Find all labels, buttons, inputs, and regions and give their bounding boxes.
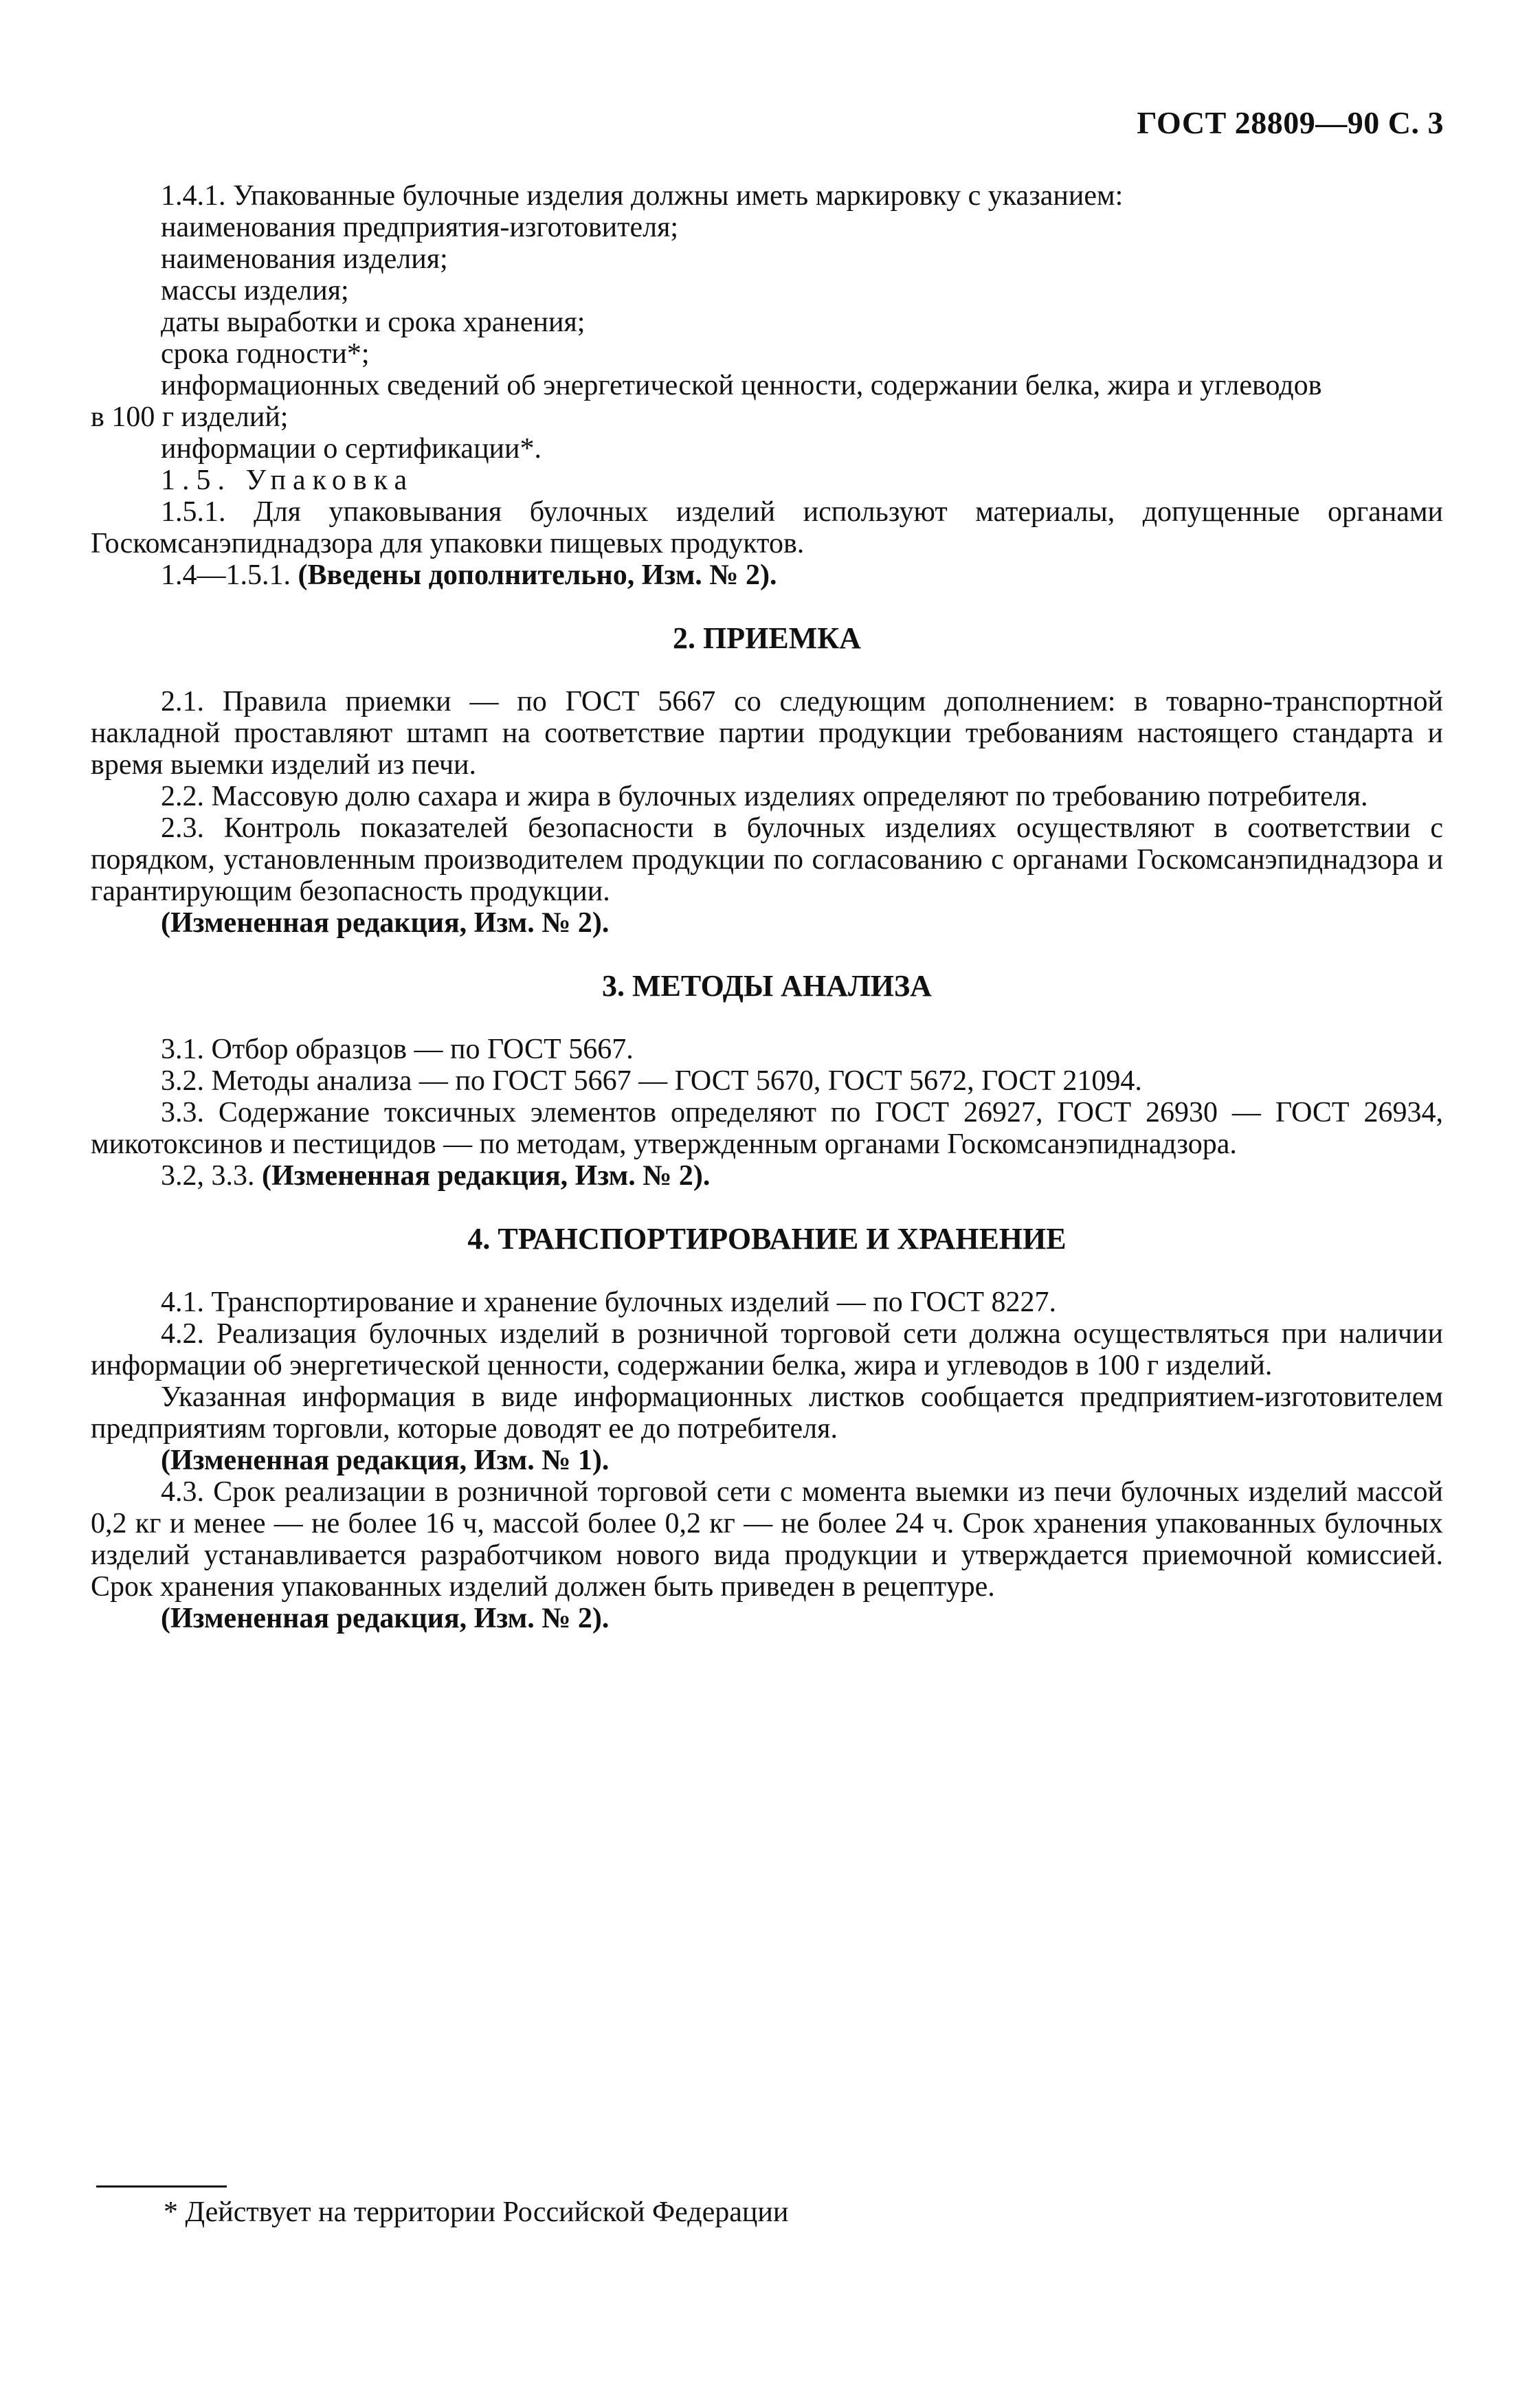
amendment-note-text: (Измененная редакция, Изм. № 2). [262, 1160, 711, 1192]
amendment-note-text: (Введены дополнительно, Изм. № 2). [298, 559, 777, 591]
clause-3-3: 3.3. Содержание токсичных элементов определяют по ГОСТ 26927, ГОСТ 26930 — ГОСТ 26934, микотоксинов и пестицидов — по методам, утвержденным органами Госкомсанэпиднадзора. [91, 1097, 1443, 1160]
footnote: * Действует на территории Российской Федерации [164, 2196, 789, 2228]
clause-2-3: 2.3. Контроль показателей безопасности в булочных изделиях осуществляют в соответствии с порядком, установленным производителем продукции по согласованию с органами Госкомсанэпиднадзора и гарантирующим безопасность продукции. [91, 812, 1443, 907]
amendment-note-ref: 1.4—1.5.1. [161, 559, 291, 591]
marking-item: наименования предприятия-изготовителя; [161, 212, 679, 243]
marking-item: даты выработки и срока хранения; [161, 307, 585, 338]
section-3-title: 3. МЕТОДЫ АНАЛИЗА [602, 969, 932, 1003]
amendment-note-ref: 3.2, 3.3. [161, 1160, 255, 1192]
footnote-divider [96, 2185, 227, 2188]
clause-2-1: 2.1. Правила приемки — по ГОСТ 5667 со следующим дополнением: в товарно-транспортной накладной проставляют штамп на соответствие партии продукции требованиям настоящего стандарта и время выемки изделий из печи. [91, 686, 1443, 781]
marking-item-info-cont: в 100 г изделий; [91, 401, 289, 433]
amendment-note-1 [91, 559, 1443, 591]
marking-item: наименования изделия; [161, 243, 448, 275]
clause-4-1: 4.1. Транспортирование и хранение булочных изделий — по ГОСТ 8227. [161, 1287, 1056, 1318]
amendment-note-5: (Измененная редакция, Изм. № 2). [161, 1603, 610, 1634]
amendment-note-4: (Измененная редакция, Изм. № 1). [161, 1445, 610, 1476]
clause-2-2: 2.2. Массовую долю сахара и жира в булочных изделиях определяют по требованию потребителя. [161, 781, 1368, 812]
marking-item-cert: информации о сертификации*. [161, 433, 542, 465]
amendment-note-2: (Измененная редакция, Изм. № 2). [161, 907, 610, 939]
section-2-title: 2. ПРИЕМКА [673, 621, 861, 655]
clause-4-2: 4.2. Реализация булочных изделий в розничной торговой сети должна осуществляться при наличии информации об энергетической ценности, содержании белка, жира и углеводов в 100 г изделий. [91, 1318, 1443, 1381]
clause-3-2: 3.2. Методы анализа — по ГОСТ 5667 — ГОСТ 5670, ГОСТ 5672, ГОСТ 21094. [161, 1065, 1142, 1097]
clause-3-1: 3.1. Отбор образцов — по ГОСТ 5667. [161, 1034, 634, 1065]
page-header: ГОСТ 28809—90 С. 3 [1137, 105, 1444, 140]
clause-4-2-info: Указанная информация в виде информационных листков сообщается предприятием-изготовителем предприятиям торговли, которые доводят ее до потребителя. [91, 1381, 1443, 1445]
document-body [91, 180, 1443, 1634]
marking-item: срока годности*; [161, 338, 370, 370]
marking-item: массы изделия; [161, 275, 349, 307]
clause-1-4-1: 1.4.1. Упакованные булочные изделия должны иметь маркировку с указанием: [161, 180, 1124, 212]
clause-4-3: 4.3. Срок реализации в розничной торговой сети с момента выемки из печи булочных изделий массой 0,2 кг и менее — не более 16 ч, массой более 0,2 кг — не более 24 ч. Срок хранения упакованных булочных изделий устанавливается разработчиком нового вида продукции и утверждается приемочной комиссией. Срок хранения упакованных изделий должен быть приведен в рецептуре. [91, 1476, 1443, 1603]
section-4-title: 4. ТРАНСПОРТИРОВАНИЕ И ХРАНЕНИЕ [467, 1222, 1067, 1256]
amendment-note-3 [91, 1160, 1443, 1192]
clause-1-5-1: 1.5.1. Для упаковывания булочных изделий используют материалы, допущенные органами Госкомсанэпиднадзора для упаковки пищевых продуктов. [91, 496, 1443, 559]
marking-item-info: информационных сведений об энергетической ценности, содержании белка, жира и углеводов [161, 370, 1322, 401]
clause-1-5-title: 1.5. Упаковка [161, 465, 414, 496]
